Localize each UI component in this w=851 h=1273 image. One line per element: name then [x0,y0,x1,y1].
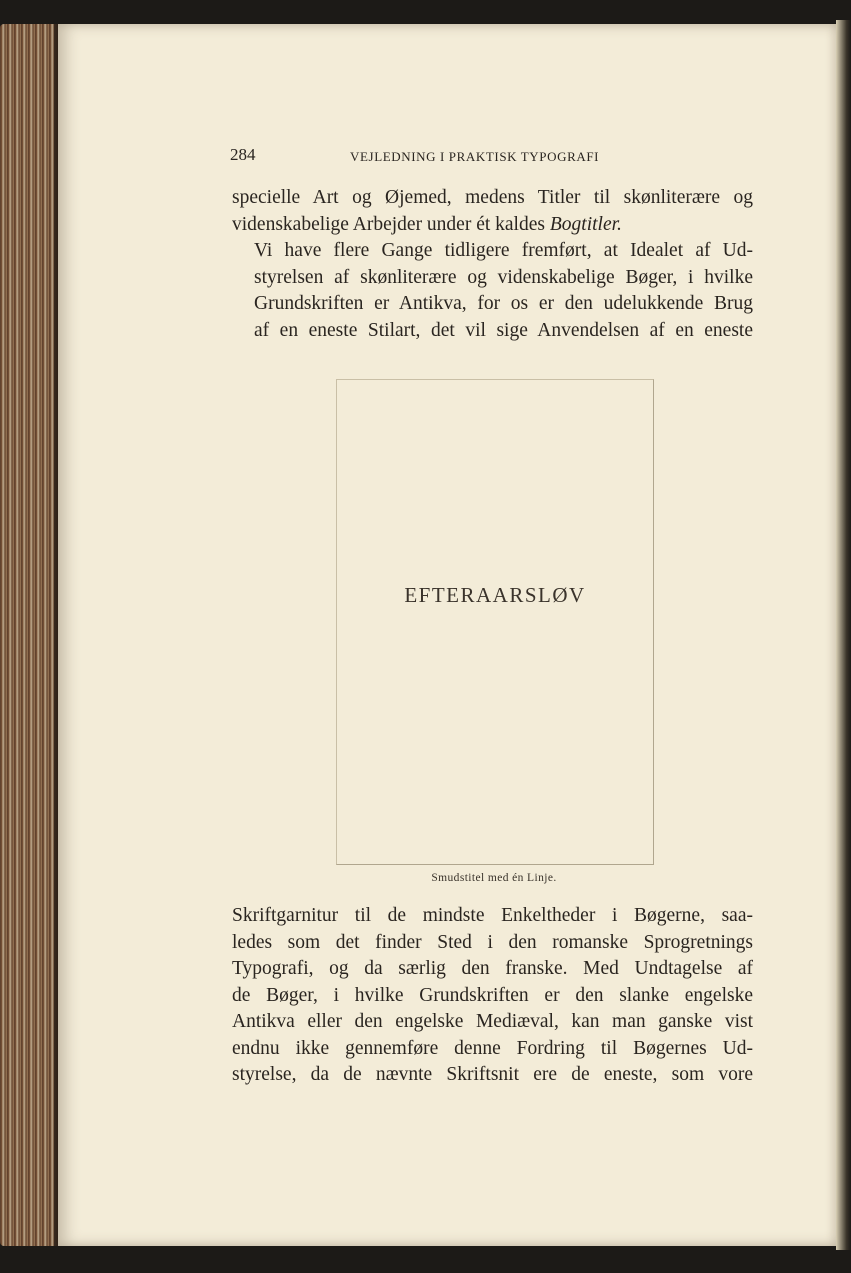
figure-title: EFTERAARSLØV [404,583,586,607]
book-page-stack [0,24,60,1246]
text-line: ledes som det finder Sted i den romanske Sprogretnings [232,931,753,953]
running-title: VEJLEDNING I PRAKTISK TYPOGRAFI [350,149,600,164]
text-line: Skriftgarnitur til de mindste Enkeltheder i Bøgerne, saa- [232,905,753,926]
text-line: styrelse, da de nævnte Skriftsnit ere de eneste, som vore [232,1064,753,1085]
page-header [230,145,755,169]
text-line: Vi have flere Gange tidligere fremført, at Idealet af Ud- [254,240,753,261]
text-line: Antikva eller den engelske Mediæval, kan man ganske vist [232,1011,753,1032]
text-line: Typografi, og da særlig den franske. Med Undtagelse af [232,958,753,979]
text-line-prefix: videnskabelige Arbejder under ét kaldes [232,213,550,235]
text-line [232,212,753,239]
text-line: de Bøger, i hvilke Grundskriften er den slanke engelske [232,984,753,1006]
paragraph-2 [232,238,753,344]
text-line: af en eneste Stilart, det vil sige Anvendelsen af en eneste [254,319,753,341]
figure-caption: Smudstitel med én Linje. [431,872,557,884]
text-line: endnu ikke gennemføre denne Fordring til Bøgernes Ud- [232,1037,753,1059]
text-line: Grundskriften er Antikva, for os er den udelukkende Brug [254,293,753,314]
page-number: 284 [230,145,256,164]
italic-term: Bogtitler. [549,213,622,235]
half-title-figure [336,379,654,865]
paragraph-3 [232,903,753,1089]
text-line: styrelsen af skønliterære og videnskabelige Bøger, i hvilke [254,266,753,288]
book-right-edge [836,20,851,1250]
text-line: specielle Art og Øjemed, medens Titler til skønliterære og [232,187,753,208]
paragraph-1 [232,185,753,238]
